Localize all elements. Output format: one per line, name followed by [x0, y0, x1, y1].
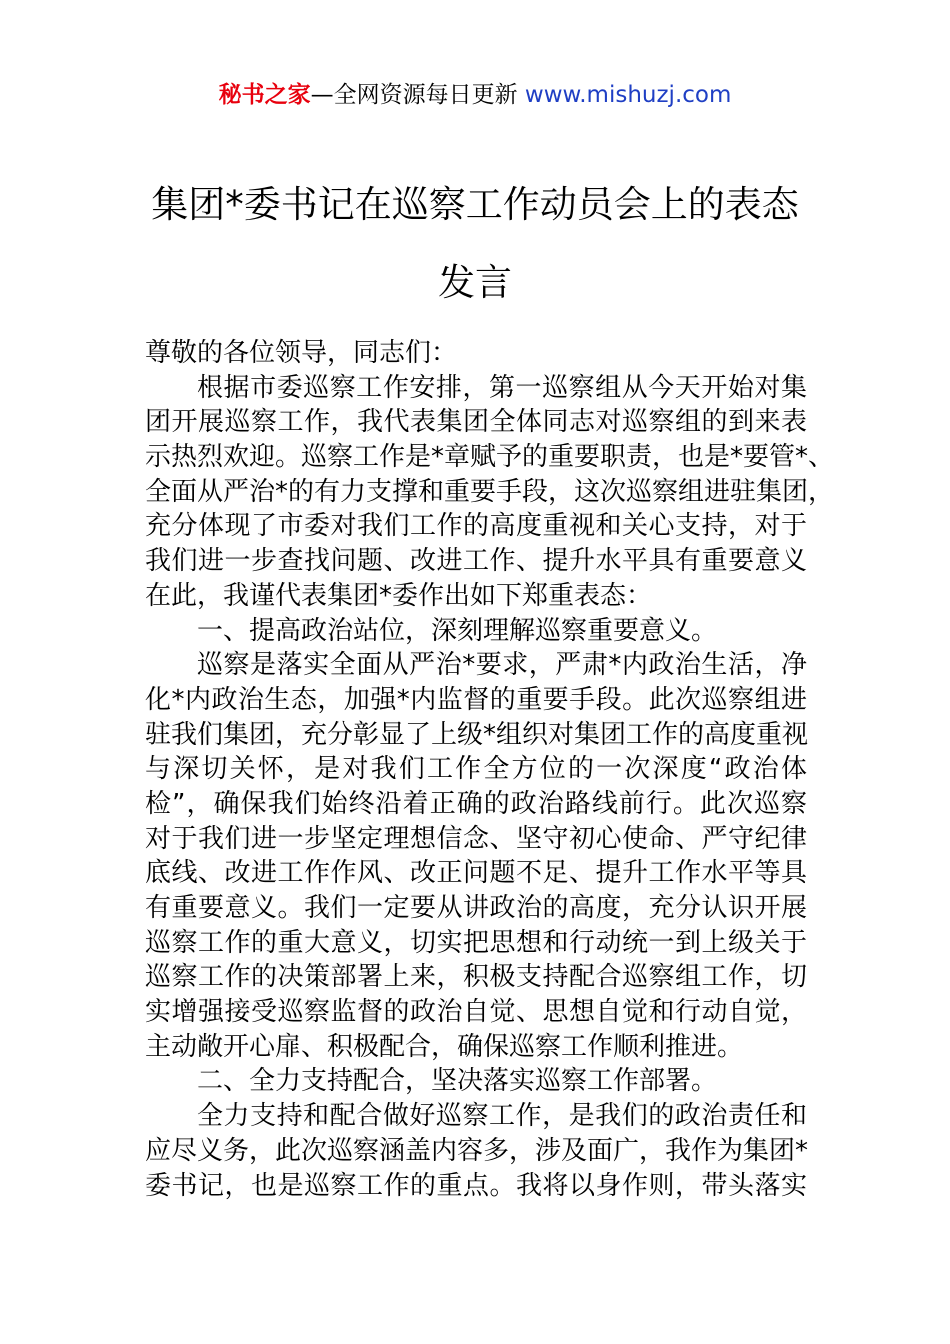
body-line: 应尽义务，此次巡察涵盖内容多，涉及面广，我作为集团*	[145, 1135, 809, 1166]
site-header	[0, 78, 950, 112]
body-line: 巡察工作的重大意义，切实把思想和行动统一到上级关于	[145, 927, 807, 958]
body-line: 我们进一步查找问题、改进工作、提升水平具有重要意义	[145, 546, 807, 577]
body-line: 全面从严治*的有力支撑和重要手段，这次巡察组进驻集团，	[145, 476, 835, 507]
body-line: 有重要意义。我们一定要从讲政治的高度，充分认识开展	[145, 893, 807, 923]
document-title	[145, 166, 805, 322]
body-line: 驻我们集团，充分彰显了上级*组织对集团工作的高度重视	[145, 719, 809, 750]
document-body	[145, 336, 835, 1203]
title-line-1: 集团*委书记在巡察工作动员会上的表态	[151, 183, 799, 226]
body-line: 在此，我谨代表集团*委作出如下郑重表态：	[145, 580, 653, 611]
body-line: 委书记，也是巡察工作的重点。我将以身作则，带头落实	[145, 1170, 807, 1201]
body-line: 尊敬的各位领导，同志们：	[145, 338, 458, 368]
body-line: 主动敞开心扉、积极配合，确保巡察工作顺利推进。	[145, 1031, 744, 1062]
body-line: 示热烈欢迎。巡察工作是*章赋予的重要职责，也是*要管*、	[145, 442, 835, 473]
body-line: 实增强接受巡察监督的政治自觉、思想自觉和行动自觉，	[145, 997, 807, 1028]
body-line: 巡察工作的决策部署上来，积极支持配合巡察组工作，切	[145, 962, 807, 993]
body-line: 对于我们进一步坚定理想信念、坚守初心使命、严守纪律	[145, 823, 807, 854]
body-line: 巡察是落实全面从严治*要求，严肃*内政治生活，净	[197, 650, 807, 681]
body-line: 全力支持和配合做好巡察工作，是我们的政治责任和	[197, 1101, 807, 1132]
title-line-2: 发言	[438, 261, 512, 304]
body-line: 团开展巡察工作，我代表集团全体同志对巡察组的到来表	[145, 407, 807, 438]
body-line: 底线、改进工作作风、改正问题不足、提升工作水平等具	[145, 858, 807, 889]
body-line: 检”，确保我们始终沿着正确的政治路线前行。此次巡察	[145, 788, 807, 819]
body-line: 一、提高政治站位，深刻理解巡察重要意义。	[197, 615, 718, 646]
brand-name: 秘书之家	[218, 82, 311, 108]
body-line: 化*内政治生态，加强*内监督的重要手段。此次巡察组进	[145, 684, 807, 715]
body-line: 根据市委巡察工作安排，第一巡察组从今天开始对集	[197, 372, 807, 403]
body-line: 二、全力支持配合，坚决落实巡察工作部署。	[197, 1066, 718, 1097]
body-line: 与深切关怀，是对我们工作全方位的一次深度“政治体	[145, 754, 807, 785]
body-line: 充分体现了市委对我们工作的高度重视和关心支持，对于	[145, 511, 807, 542]
site-url-link[interactable]: www.mishuzj.com	[524, 82, 732, 108]
header-tagline: —全网资源每日更新	[310, 82, 525, 108]
